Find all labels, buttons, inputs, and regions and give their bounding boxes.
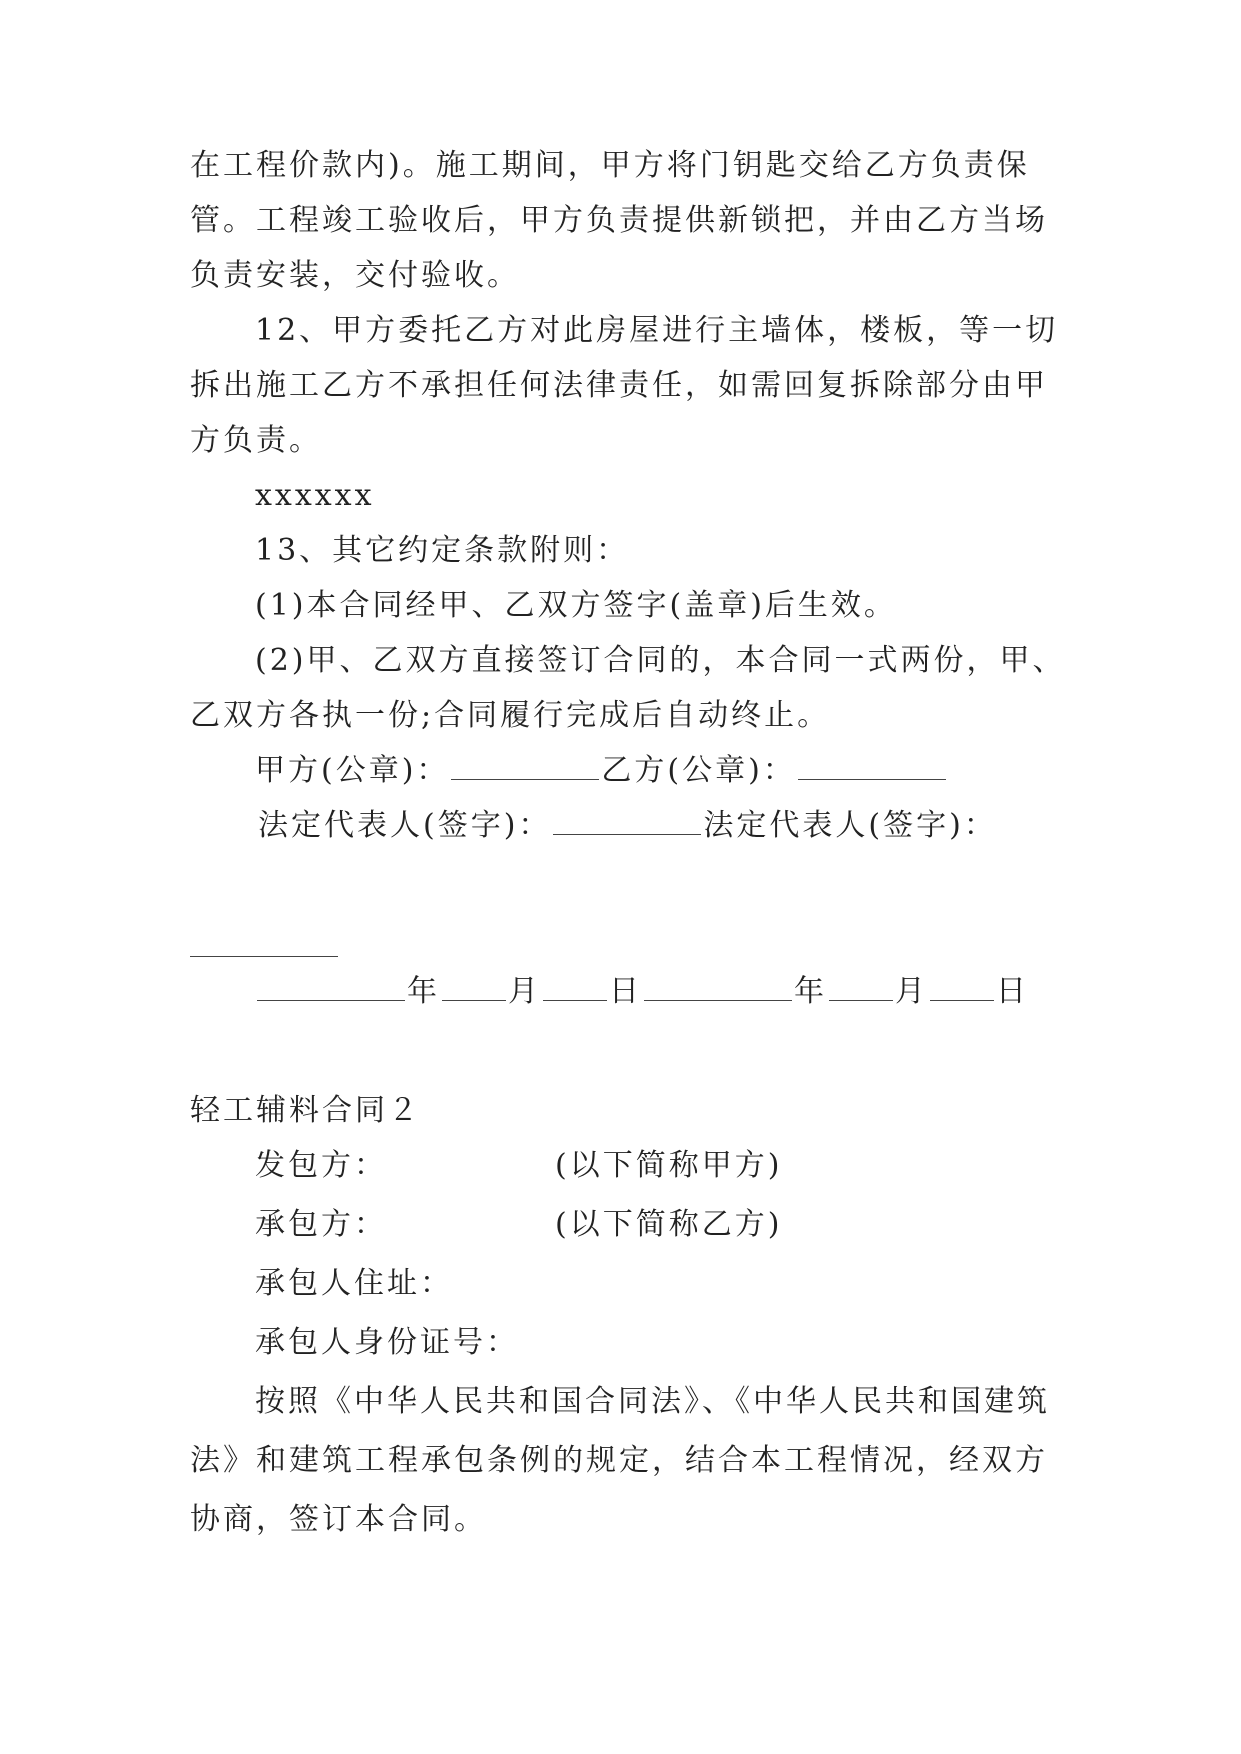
seal-line xyxy=(255,751,948,791)
date-a-day: 日 xyxy=(609,974,642,1009)
party-b-seal-label: 乙方(公章)： xyxy=(601,753,796,788)
employer-note: (以下简称甲方) xyxy=(555,1148,783,1183)
representative-line xyxy=(258,806,997,846)
paragraph-13-item-2-line-1: (2)甲、乙双方直接签订合同的，本合同一式两份，甲、 xyxy=(255,643,1066,678)
rep-a-label: 法定代表人(签字)： xyxy=(258,808,552,843)
paragraph-13-item-2-line-2: 乙双方各执一份;合同履行完成后自动终止。 xyxy=(190,698,831,733)
date-b-day: 日 xyxy=(996,974,1029,1009)
paragraph-11-line-1: 在工程价款内)。施工期间，甲方将门钥匙交给乙方负责保 xyxy=(190,148,1030,183)
rep-b-blank xyxy=(190,956,338,957)
paragraph-11-line-3: 负责安装，交付验收。 xyxy=(190,258,520,293)
intro-line-2: 法》和建筑工程承包条例的规定，结合本工程情况，经双方 xyxy=(190,1443,1048,1478)
date-a-day-blank xyxy=(543,976,607,1001)
placeholder-text: xxxxxx xyxy=(255,478,375,513)
intro-line-1: 按照《中华人民共和国合同法》、《中华人民共和国建筑 xyxy=(255,1384,1050,1419)
intro-line-3: 协商，签订本合同。 xyxy=(190,1502,487,1537)
paragraph-12-line-2: 拆出施工乙方不承担任何法律责任，如需回复拆除部分由甲 xyxy=(190,368,1048,403)
date-b-month: 月 xyxy=(895,974,928,1009)
party-a-seal-blank xyxy=(451,755,599,780)
date-a-year-blank xyxy=(257,976,405,1001)
date-a-year: 年 xyxy=(407,974,440,1009)
date-b-day-blank xyxy=(930,976,994,1001)
contractor-label: 承包方： xyxy=(255,1207,387,1242)
rep-a-blank xyxy=(553,810,701,835)
date-b-month-blank xyxy=(829,976,893,1001)
paragraph-12-line-1: 12、甲方委托乙方对此房屋进行主墙体，楼板，等一切 xyxy=(255,313,1059,348)
party-b-seal-blank xyxy=(798,755,946,780)
party-a-seal-label: 甲方(公章)： xyxy=(255,753,450,788)
rep-b-label: 法定代表人(签字)： xyxy=(703,808,997,843)
paragraph-12-line-3: 方负责。 xyxy=(190,423,322,458)
date-b-year-blank xyxy=(644,976,792,1001)
paragraph-13-heading: 13、其它约定条款附则： xyxy=(255,533,630,568)
contract-2-title: 轻工辅料合同２ xyxy=(190,1093,421,1128)
contractor-address-label: 承包人住址： xyxy=(255,1266,453,1301)
date-a-month: 月 xyxy=(508,974,541,1009)
employer-label: 发包方： xyxy=(255,1148,387,1183)
date-a-month-blank xyxy=(442,976,506,1001)
date-b-year: 年 xyxy=(794,974,827,1009)
paragraph-13-item-1: (1)本合同经甲、乙双方签字(盖章)后生效。 xyxy=(255,588,897,623)
contractor-id-label: 承包人身份证号： xyxy=(255,1325,519,1360)
date-line xyxy=(255,972,1029,1012)
contractor-note: (以下简称乙方) xyxy=(555,1207,783,1242)
paragraph-11-line-2: 管。工程竣工验收后，甲方负责提供新锁把，并由乙方当场 xyxy=(190,203,1048,238)
